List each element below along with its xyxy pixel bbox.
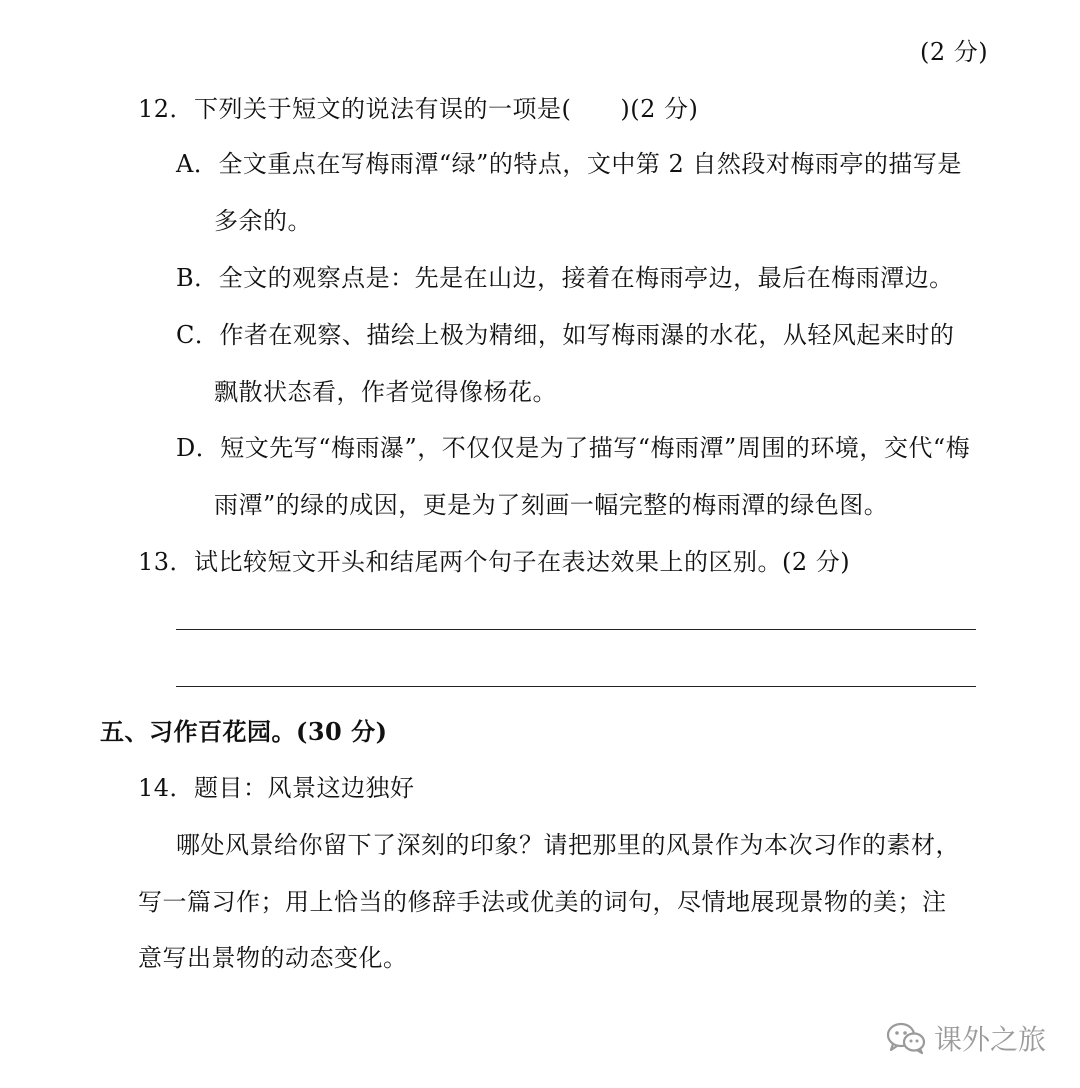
watermark-text: 课外之旅: [933, 1023, 1046, 1056]
wechat-icon: [886, 1021, 926, 1055]
question-12-option-a: A．全文重点在写梅雨潭“绿”的特点，文中第 2 自然段对梅雨亭的描写是: [176, 150, 962, 178]
answer-line-2: [176, 686, 976, 687]
question-12-stem: 12．下列关于短文的说法有误的一项是( )(2 分): [138, 95, 699, 123]
answer-line-1: [176, 629, 976, 630]
question-13-stem: 13．试比较短文开头和结尾两个句子在表达效果上的区别。(2 分): [138, 548, 851, 576]
question-14-title: 14．题目：风景这边独好: [138, 774, 415, 802]
question-12-option-d: D．短文先写“梅雨瀑”，不仅仅是为了描写“梅雨潭”周围的环境，交代“梅: [176, 434, 971, 462]
section-5-heading: 五、习作百花园。(30 分): [100, 717, 388, 746]
question-14-instructions-line-2: 写一篇习作；用上恰当的修辞手法或优美的词句，尽情地展现景物的美；注: [138, 888, 947, 916]
question-14-instructions-line-3: 意写出景物的动态变化。: [138, 944, 408, 972]
question-12-option-c: C．作者在观察、描绘上极为精细，如写梅雨瀑的水花，从轻风起来时的: [176, 321, 955, 349]
watermark: [886, 1018, 1046, 1058]
question-12-option-a-continued: 多余的。: [214, 207, 312, 235]
question-12-option-d-continued: 雨潭”的绿的成因，更是为了刻画一幅完整的梅雨潭的绿色图。: [214, 491, 889, 519]
question-12-option-b: B．全文的观察点是：先是在山边，接着在梅雨亭边，最后在梅雨潭边。: [176, 264, 954, 292]
question-14-instructions-line-1: 哪处风景给你留下了深刻的印象？请把那里的风景作为本次习作的素材，: [176, 831, 960, 859]
question-12-option-c-continued: 飘散状态看，作者觉得像杨花。: [214, 378, 557, 406]
previous-question-score: (2 分): [920, 38, 989, 66]
